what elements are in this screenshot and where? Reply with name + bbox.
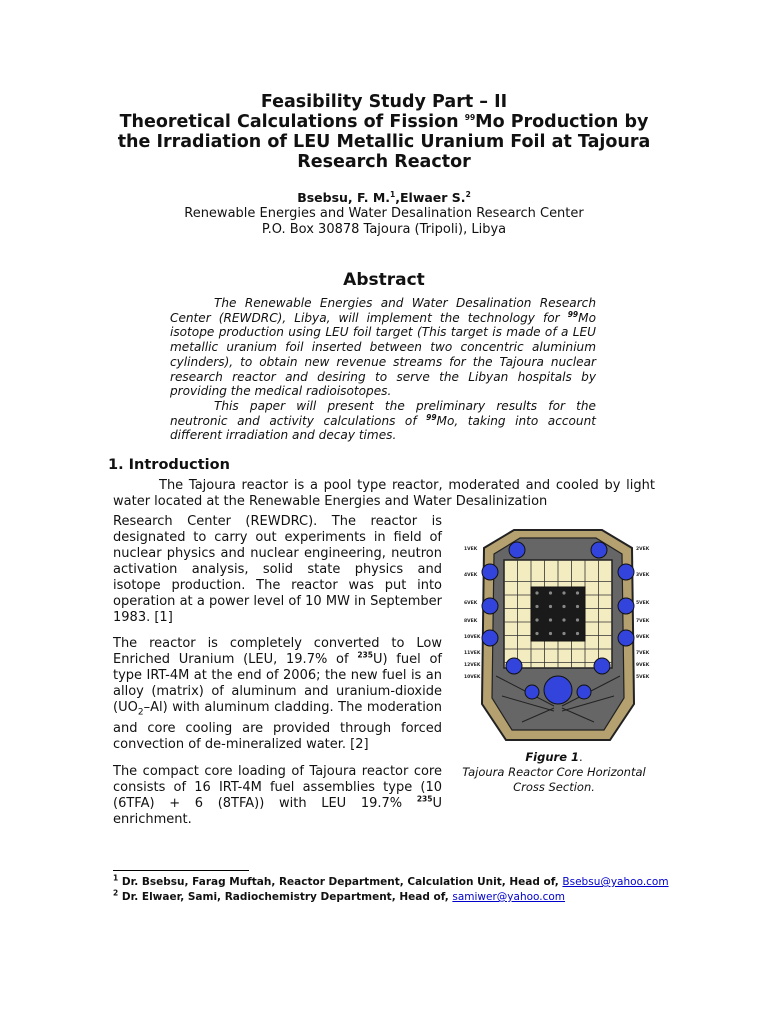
fuel-pin [562,632,565,635]
intro-paragraph-2 [113,636,442,753]
author-1-ref: 1 [390,189,396,199]
bottom-channel-right [577,685,591,699]
channel-label-left: 10VEK [464,635,481,640]
intro-p3-sup: 235 [416,794,433,804]
fuel-pin [562,605,565,608]
fuel-pin [549,605,552,608]
channel-label-left: 6VEK [464,601,478,606]
intro-p3-text: The compact core loading of Tajoura reactor core consists of 16 IRT-4M fuel assemblies type (10 (6TFA) + 6 (8TFA)) with LEU 19.7% [113,764,442,811]
channel-label-right: 5VEK [636,675,650,680]
fuel-pin [549,618,552,621]
title-line-2-text: Theoretical Calculations of Fission [119,112,465,132]
author-2: Elwaer S. [400,190,466,205]
channel-label-left: 1VEK [464,547,478,552]
section-heading-introduction: 1. Introduction [108,457,230,473]
intro-p3-tail: U enrichment. [113,796,442,827]
fuel-pin [535,618,538,621]
channel-circle [509,542,525,558]
title-line-1: Feasibility Study Part – II [260,92,508,112]
title-line-3: the Irradiation of LEU Metallic Uranium Foil at Tajoura [117,132,651,152]
footnote-2-number: 2 [113,888,119,898]
channel-circle [618,630,634,646]
channel-label-left: 10VEK [464,675,481,680]
figure-label: Figure 1 [525,750,580,764]
abstract-heading: Abstract [343,270,425,290]
footnote-1-email-link[interactable]: Bsebsu@yahoo.com [562,876,669,888]
channel-labels-left [464,546,481,680]
channel-circle [482,598,498,614]
abstract-p1-text: The Renewable Energies and Water Desalination Research Center (REWDRC), Libya, will implement the technology for [170,296,596,325]
fuel-pin [535,591,538,594]
fuel-pin [562,591,565,594]
affiliation-line-1: Renewable Energies and Water Desalination Research Center [184,206,584,221]
footnote-2 [113,888,566,903]
channel-labels-right [636,546,650,680]
intro-paragraph-3 [113,764,442,828]
channel-circle [594,658,610,674]
footnote-1-number: 1 [113,873,119,883]
intro-paragraph-1-column: Research Center (REWDRC). The reactor is designated to carry out experiments in field of nuclear physics and nuclear engineering, neutron activation analysis, solid state physics and isotope production. The reactor was put into operation at a power level of 10 MW in September 1983. [1] [113,514,442,625]
reactor-core-figure [462,526,654,746]
fuel-pin [535,632,538,635]
title-line-2-tail: Mo Production by [475,112,649,132]
channel-label-right: 7VEK [636,651,650,656]
author-2-ref: 2 [465,189,471,199]
author-1: Bsebsu, F. M. [297,190,391,205]
author-separator: , [395,190,400,205]
intro-p2-sub: 2 [137,707,144,718]
abstract-paragraph-1 [170,296,596,399]
channel-label-right: 5VEK [636,601,650,606]
channel-circle [482,564,498,580]
abstract-p2-sup: 99 [426,412,437,422]
footnote-1 [113,873,669,888]
footnote-1-text: Dr. Bsebsu, Farag Muftah, Reactor Department, Calculation Unit, Head of, [118,876,563,888]
fuel-pin [576,632,579,635]
affiliation-line-2: P.O. Box 30878 Tajoura (Tripoli), Libya [261,222,507,237]
figure-label-suffix: . [579,750,583,764]
author-list [0,190,768,205]
fuel-pin [549,591,552,594]
fuel-pin [576,618,579,621]
fuel-pin [549,632,552,635]
abstract-p1-tail: Mo isotope production using LEU foil target (This target is made of a LEU metallic uranium foil inserted between two concentric aluminium cylinders), to obtain new revenue streams for the Tajoura nuclear research reactor and desiring to serve the Libyan hospitals by providing the medical radioisotopes. [170,310,596,399]
intro-p2-tail: –Al) with aluminum cladding. The moderation and core cooling are provided through forced convection of de-mineralized water. [2] [113,700,442,752]
footnote-2-text: Dr. Elwaer, Sami, Radiochemistry Department, Head of, [118,891,453,903]
figure-caption-label-line [446,750,662,765]
channel-label-left: 12VEK [464,663,481,668]
channel-label-right: 3VEK [636,573,650,578]
intro-p2-text: The reactor is completely converted to Low Enriched Uranium (LEU, 19.7% of [113,636,442,667]
title-superscript: 99 [464,113,476,123]
channel-label-right: 9VEK [636,663,650,668]
channel-label-left: 4VEK [464,573,478,578]
abstract-p2-text: This paper will present the preliminary results for the neutronic and activity calculations of [170,398,596,428]
bottom-channel [544,676,572,704]
channel-circle [506,658,522,674]
figure-caption [446,750,662,795]
channel-label-right: 2VEK [636,547,650,552]
intro-p2-sup: 235 [357,650,373,660]
paper-title [0,92,768,172]
channel-label-left: 8VEK [464,619,478,624]
footnote-separator [113,870,249,871]
abstract-paragraph-2 [170,399,596,443]
fuel-pin [535,605,538,608]
channel-label-left: 11VEK [464,651,481,656]
channel-circle [482,630,498,646]
channel-label-right: 7VEK [636,619,650,624]
abstract-body [170,296,596,443]
bottom-channel-left [525,685,539,699]
channel-circle [591,542,607,558]
channel-circle [618,598,634,614]
title-line-2 [0,112,768,132]
affiliation [0,206,768,238]
intro-paragraph-1-lead: The Tajoura reactor is a pool type reactor, moderated and cooled by light water located at the Renewable Energies and Water Desalinization [113,478,655,509]
fuel-pin [576,605,579,608]
fuel-pin [576,591,579,594]
channel-circle [618,564,634,580]
abstract-p1-sup: 99 [567,309,579,319]
figure-caption-line-2: Cross Section. [513,780,595,794]
footnote-2-email-link[interactable]: samiwer@yahoo.com [452,891,566,903]
figure-caption-line-1: Tajoura Reactor Core Horizontal [462,765,646,779]
channel-label-right: 9VEK [636,635,650,640]
title-line-4: Research Reactor [297,152,471,172]
fuel-pin [562,618,565,621]
abstract-p2-tail: Mo, taking into account different irradiation and decay times. [170,413,596,443]
intro-p2-mid: U) fuel of type IRT-4M at the end of 2006; the new fuel is an alloy (matrix) of aluminum and uranium-dioxide (UO [113,652,443,715]
